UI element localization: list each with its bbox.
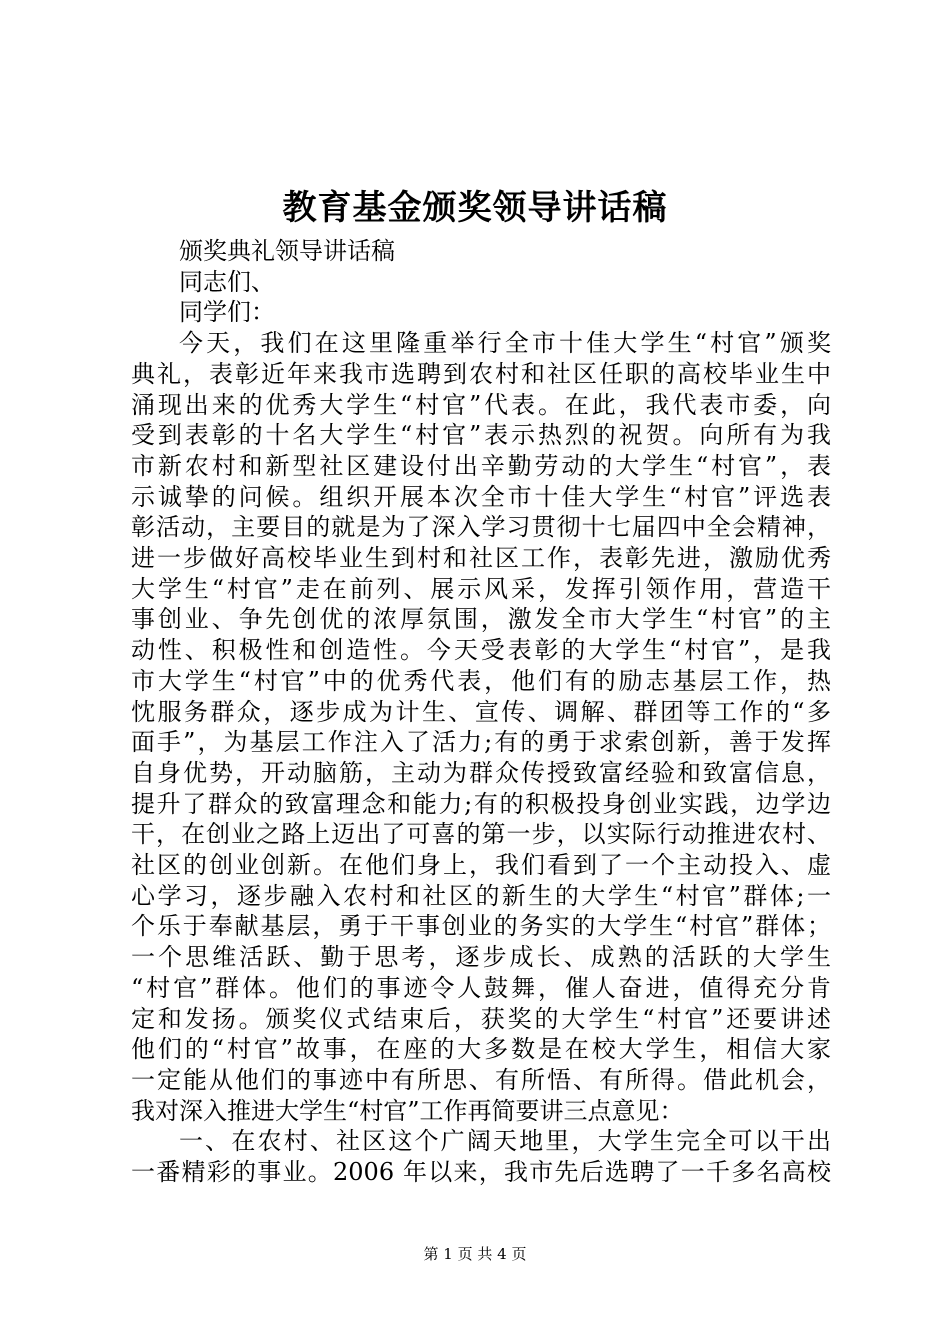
text-line: 面手”，为基层工作注入了活力;有的勇于求索创新，善于发挥 <box>131 728 831 757</box>
text-line: 动性、积极性和创造性。今天受表彰的大学生“村官”，是我 <box>131 636 831 665</box>
text-line: 定和发扬。颁奖仪式结束后，获奖的大学生“村官”还要讲述 <box>131 1004 831 1033</box>
text-line: 市大学生“村官”中的优秀代表，他们有的励志基层工作，热 <box>131 666 831 695</box>
text-line: 他们的“村官”故事，在座的大多数是在校大学生，相信大家 <box>131 1035 831 1064</box>
text-line: 事创业、争先创优的浓厚氛围，激发全市大学生“村官”的主 <box>131 605 831 634</box>
text-line: 一定能从他们的事迹中有所思、有所悟、有所得。借此机会， <box>131 1065 831 1094</box>
text-line: 典礼，表彰近年来我市选聘到农村和社区任职的高校毕业生中 <box>131 359 831 388</box>
text-line: 一番精彩的事业。2006 年以来，我市先后选聘了一千多名高校 <box>131 1158 831 1187</box>
text-line: 今天，我们在这里隆重举行全市十佳大学生“村官”颁奖 <box>179 329 831 358</box>
text-line: 市新农村和新型社区建设付出辛勤劳动的大学生“村官”，表 <box>131 451 831 480</box>
text-line: 社区的创业创新。在他们身上，我们看到了一个主动投入、虚 <box>131 851 831 880</box>
text-line: 我对深入推进大学生“村官”工作再简要讲三点意见： <box>131 1096 684 1125</box>
text-line: 大学生“村官”走在前列、展示风采，发挥引领作用，营造干 <box>131 574 831 603</box>
page-footer: 第 1 页 共 4 页 <box>423 1245 527 1263</box>
text-line: 自身优势，开动脑筋，主动为群众传授致富经验和致富信息， <box>131 758 831 787</box>
document-body <box>131 236 831 1188</box>
text-line: 受到表彰的十名大学生“村官”表示热烈的祝贺。向所有为我 <box>131 421 831 450</box>
text-line: 进一步做好高校毕业生到村和社区工作，表彰先进，激励优秀 <box>131 544 831 573</box>
text-line: 一、在农村、社区这个广阔天地里，大学生完全可以干出 <box>179 1127 831 1156</box>
text-line: 提升了群众的致富理念和能力;有的积极投身创业实践，边学边 <box>131 789 831 818</box>
text-line: 忱服务群众，逐步成为计生、宣传、调解、群团等工作的“多 <box>131 697 831 726</box>
text-line: 心学习，逐步融入农村和社区的新生的大学生“村官”群体;一 <box>131 881 831 910</box>
text-line: 个乐于奉献基层，勇于干事创业的务实的大学生“村官”群体； <box>131 912 831 941</box>
text-line: 彰活动，主要目的就是为了深入学习贯彻十七届四中全会精神， <box>131 513 831 542</box>
document-title: 教育基金颁奖领导讲话稿 <box>282 188 668 228</box>
text-line: 同学们： <box>179 298 275 327</box>
text-line: 一个思维活跃、勤于思考，逐步成长、成熟的活跃的大学生 <box>131 943 831 972</box>
text-line: 颁奖典礼领导讲话稿 <box>179 237 395 265</box>
text-line: 干，在创业之路上迈出了可喜的第一步，以实际行动推进农村、 <box>131 820 831 849</box>
text-line: 涌现出来的优秀大学生“村官”代表。在此，我代表市委，向 <box>131 390 831 419</box>
text-line: “村官”群体。他们的事迹令人鼓舞，催人奋进，值得充分肯 <box>131 973 831 1002</box>
text-line: 示诚挚的问候。组织开展本次全市十佳大学生“村官”评选表 <box>131 482 831 511</box>
text-line: 同志们、 <box>179 267 275 296</box>
